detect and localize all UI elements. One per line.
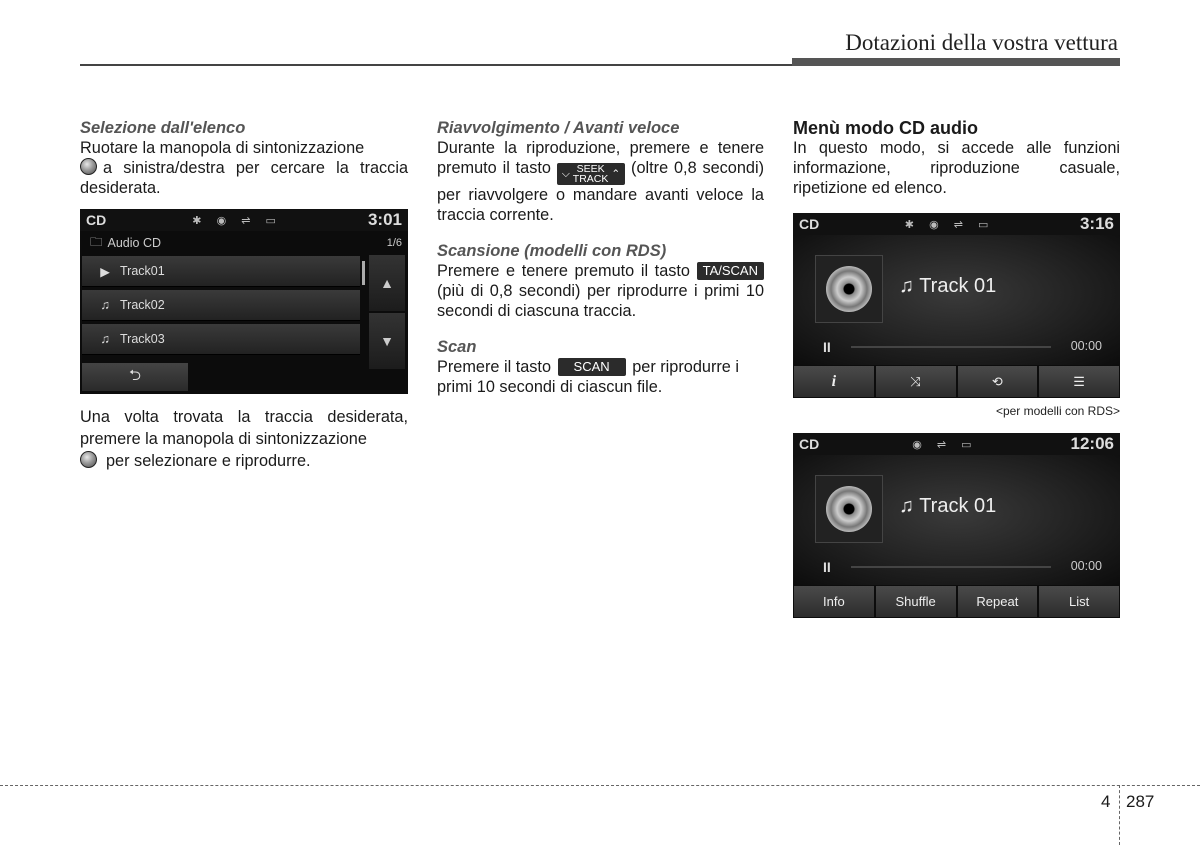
header-title: Dotazioni della vostra vettura: [845, 30, 1118, 55]
clock: 3:16: [1079, 214, 1114, 233]
column-2: [437, 118, 764, 397]
header-rule: [80, 64, 792, 66]
chapter-number: 4: [1101, 792, 1111, 811]
page-number: 287: [1126, 792, 1155, 811]
cd-art: [815, 255, 883, 323]
music-note-icon: ♫: [100, 298, 110, 312]
player-area: [793, 455, 1120, 585]
figure-caption: <per modelli con RDS>: [995, 404, 1120, 418]
paragraph: [437, 261, 764, 321]
track-title: ♫ Track 01: [899, 275, 997, 297]
text: Durante la riproduzione, premere e tenere premuto il tasto: [437, 139, 764, 177]
status-icons: ✱ ◉ ⇌ ▭: [192, 214, 282, 227]
text: Una volta trovata la traccia desiderata, premere la manopola di sintonizzazione: [80, 408, 408, 448]
header-bar: [792, 58, 1120, 66]
ta-scan-key: TA/SCAN: [697, 262, 764, 280]
button-bar: [793, 366, 1120, 397]
text: Ruotare la manopola di sintonizzazione: [80, 139, 365, 157]
tuning-knob-icon: [80, 451, 97, 468]
column-3: [793, 118, 1120, 198]
shuffle-button[interactable]: Shuffle: [876, 586, 956, 617]
scroll-up-button[interactable]: ▲: [369, 255, 405, 311]
cd-disc-icon: [826, 266, 872, 312]
paragraph: [80, 406, 408, 472]
section-heading: Selezione dall'elenco: [80, 119, 246, 137]
track-label: Track03: [120, 332, 165, 346]
clock: 3:01: [367, 210, 402, 229]
text: Premere e tenere premuto il tasto: [437, 262, 690, 280]
elapsed-time: 00:00: [1070, 339, 1102, 353]
section-heading: Riavvolgimento / Avanti veloce: [437, 119, 680, 137]
pause-button[interactable]: II: [823, 559, 831, 575]
folder-icon: 🗀: [90, 234, 103, 249]
paragraph: In questo modo, si accede alle funzioni informazione, riproduzione casuale, ripetizione ed elenco.: [793, 139, 1120, 197]
mode-label: CD: [799, 216, 820, 232]
back-button[interactable]: ⮌: [82, 363, 188, 391]
paragraph: [437, 357, 764, 397]
scroll-down-button[interactable]: ▼: [369, 313, 405, 369]
elapsed-time: 00:00: [1070, 559, 1102, 573]
button-bar: [793, 586, 1120, 617]
column-1: [80, 118, 408, 198]
chevron-down-icon: ⌵: [561, 168, 570, 180]
list-item[interactable]: [82, 256, 360, 287]
footer-divider: [1119, 785, 1120, 845]
folder-name: Audio CD: [107, 236, 162, 250]
play-icon: ▶: [100, 264, 110, 279]
progress-bar: [851, 566, 1051, 568]
status-bar: [793, 213, 1120, 235]
repeat-button[interactable]: ⟲: [958, 366, 1038, 397]
scan-key: SCAN: [558, 358, 626, 376]
scrollbar[interactable]: [362, 261, 365, 285]
repeat-button[interactable]: Repeat: [958, 586, 1038, 617]
page-indicator: 1/6: [386, 237, 402, 249]
section-heading: Scansione (modelli con RDS): [437, 242, 667, 260]
folder-path: [90, 233, 402, 253]
cd-player-screen: [793, 433, 1120, 618]
column-1-lower: [80, 406, 408, 472]
track-label: Track02: [120, 298, 165, 312]
list-item[interactable]: [82, 290, 360, 321]
key-label: TRACK: [572, 173, 609, 185]
cd-art: [815, 475, 883, 543]
section-heading: Menù modo CD audio: [793, 118, 978, 138]
info-button[interactable]: i: [794, 366, 874, 397]
status-icons: ◉ ⇌ ▭: [912, 438, 978, 451]
pause-button[interactable]: II: [823, 339, 831, 355]
section-heading: Scan: [437, 338, 477, 356]
tuning-knob-icon: [80, 158, 97, 175]
list-item[interactable]: [82, 324, 360, 355]
text: (più di 0,8 secondi) per riprodurre i primi 10 secondi di ciascuna traccia.: [437, 282, 764, 320]
list-button[interactable]: ☰: [1039, 366, 1119, 397]
footer-rule: [0, 785, 1200, 786]
list-button[interactable]: List: [1039, 586, 1119, 617]
paragraph: [437, 138, 764, 225]
track-title: ♫ Track 01: [899, 495, 997, 517]
key-label: SEEK: [576, 163, 605, 175]
music-note-icon: ♫: [100, 332, 110, 346]
cd-disc-icon: [826, 486, 872, 532]
clock: 12:06: [1070, 434, 1114, 453]
mode-label: CD: [86, 212, 107, 228]
chevron-up-icon: ⌃: [611, 168, 621, 180]
text: per selezionare e riprodurre.: [106, 452, 311, 470]
text: a sinistra/destra per cercare la traccia desiderata.: [80, 159, 408, 197]
cd-player-screen-rds: [793, 213, 1120, 398]
seek-track-key: [557, 163, 625, 185]
progress-bar: [851, 346, 1051, 348]
status-icons: ✱ ◉ ⇌ ▭: [904, 218, 995, 231]
mode-label: CD: [799, 436, 820, 452]
info-button[interactable]: Info: [794, 586, 874, 617]
player-area: [793, 235, 1120, 365]
shuffle-button[interactable]: ⤨: [876, 366, 956, 397]
cd-list-screen: [80, 209, 408, 394]
text: per riprodurre i primi 10 secondi di ciascun file.: [437, 358, 739, 396]
status-bar: [80, 209, 408, 231]
text: (oltre 0,8 secondi) per riavvolgere o mandare avanti veloce la traccia corrente.: [437, 159, 765, 224]
status-bar: [793, 433, 1120, 455]
track-label: Track01: [120, 264, 165, 278]
text: Premere il tasto: [437, 358, 552, 376]
paragraph: [80, 138, 408, 198]
